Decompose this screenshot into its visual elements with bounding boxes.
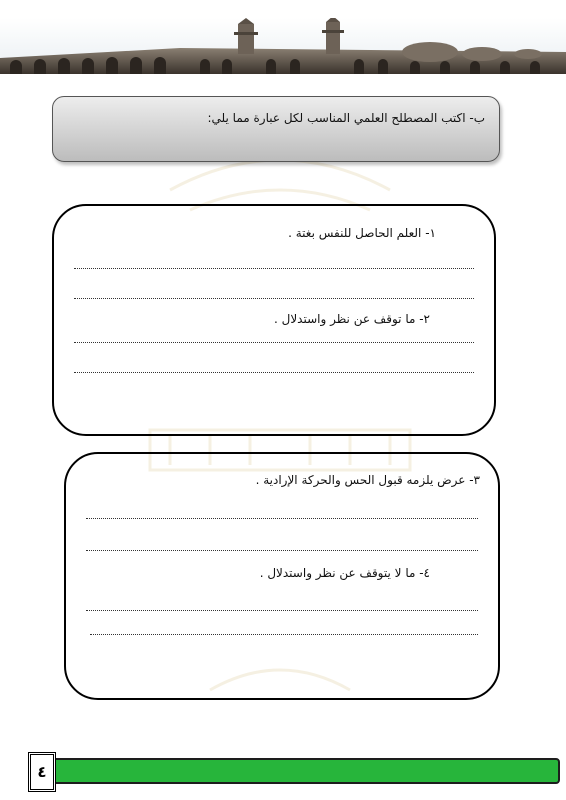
instruction-box bbox=[52, 96, 500, 162]
answer-line-2a[interactable] bbox=[74, 342, 474, 343]
question-1: ١- العلم الحاصل للنفس بغتة . bbox=[288, 226, 436, 240]
page-number: ٤ bbox=[28, 752, 56, 792]
answer-line-3a[interactable] bbox=[86, 518, 478, 519]
answer-line-1a[interactable] bbox=[74, 268, 474, 269]
answer-line-3b[interactable] bbox=[86, 550, 478, 551]
answer-line-1b[interactable] bbox=[74, 298, 474, 299]
footer-bar bbox=[46, 758, 560, 784]
header-banner-image bbox=[0, 18, 566, 74]
instruction-title: ب- اكتب المصطلح العلمي المناسب لكل عبارة مما يلي: bbox=[207, 111, 485, 125]
question-3: ٣- عرض يلزمه قبول الحس والحركة الإرادية . bbox=[255, 473, 480, 487]
answer-line-2b[interactable] bbox=[74, 372, 474, 373]
question-2: ٢- ما توقف عن نظر واستدلال . bbox=[273, 312, 430, 326]
question-4: ٤- ما لا يتوقف عن نظر واستدلال . bbox=[259, 566, 430, 580]
answer-line-4b[interactable] bbox=[90, 634, 478, 635]
answer-line-4a[interactable] bbox=[86, 610, 478, 611]
